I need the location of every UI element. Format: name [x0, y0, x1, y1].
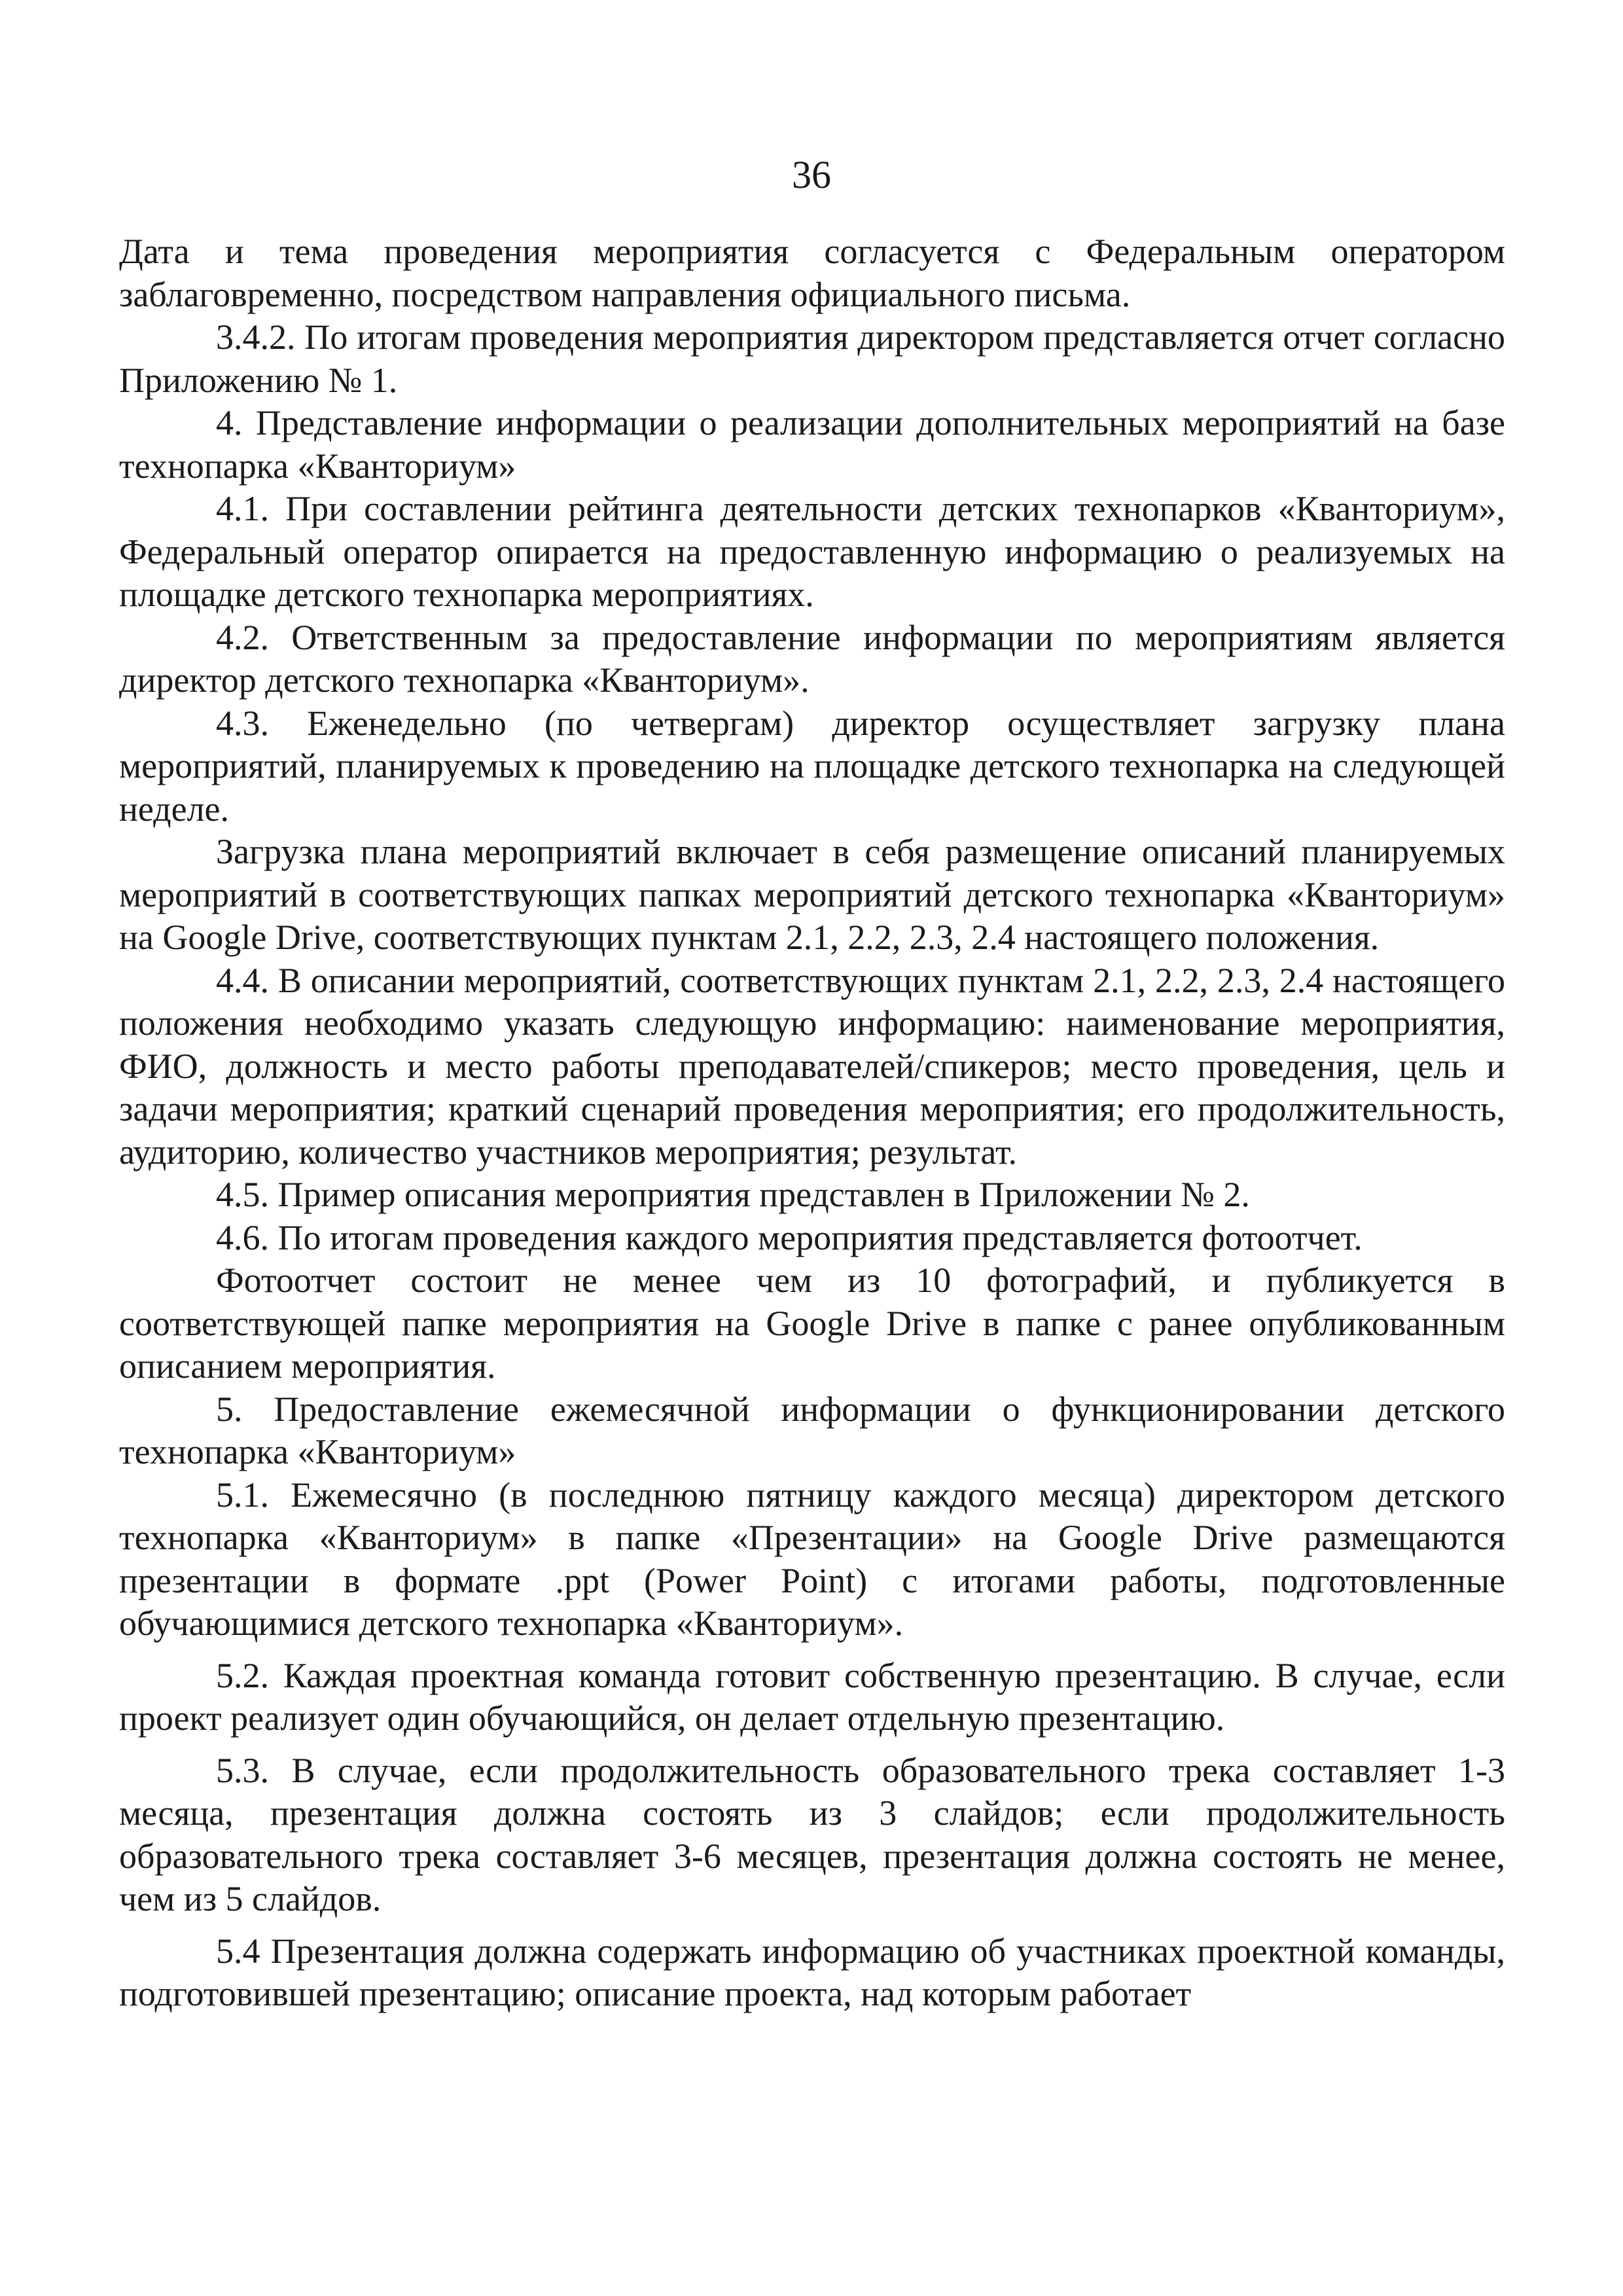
paragraph-event-date-agreement: Дата и тема проведения мероприятия согласуется с Федеральным оператором заблаговременно, посредством направления официального письма.: [119, 232, 1505, 314]
paragraph-4-1: 4.1. При составлении рейтинга деятельности детских технопарков «Кванториум», Федеральный оператор опирается на предоставленную информацию о реализуемых на площадке детского технопарка мероприятиях.: [119, 489, 1505, 614]
page-number: 36: [792, 153, 831, 196]
paragraph-4-3: 4.3. Еженедельно (по четвергам) директор осуществляет загрузку плана мероприятий, планируемых к проведению на площадке детского технопарка на следующей неделе.: [119, 703, 1505, 829]
paragraph-5-4: 5.4 Презентация должна содержать информацию об участниках проектной команды, подготовившей презентацию; описание проекта, над которым работает: [119, 1931, 1505, 2013]
paragraph-5-2: 5.2. Каждая проектная команда готовит собственную презентацию. В случае, если проект реализует один обучающийся, он делает отдельную презентацию.: [119, 1655, 1505, 1738]
paragraph-4-4: 4.4. В описании мероприятий, соответствующих пунктам 2.1, 2.2, 2.3, 2.4 настоящего положения необходимо указать следующую информацию: наименование мероприятия, ФИО, должность и место работы преподавателей/спикеров; место проведения, цель и задачи мероприятия; краткий сценарий проведения мероприятия; его продолжительность, аудиторию, количество участников мероприятия; результат.: [119, 960, 1505, 1172]
paragraph-4-5: 4.5. Пример описания мероприятия представлен в Приложении № 2.: [216, 1175, 1250, 1214]
paragraph-5-3: 5.3. В случае, если продолжительность образовательного трека составляет 1-3 месяца, презентация должна состоять из 3 слайдов; если продолжительность образовательного трека составляет 3-6 месяцев, презентация должна состоять не менее, чем из 5 слайдов.: [119, 1750, 1505, 1918]
document-body: [119, 230, 1505, 2016]
section-heading-4: 4. Представление информации о реализации дополнительных мероприятий на базе технопарка «Кванториум»: [119, 403, 1505, 486]
paragraph-plan-upload: Загрузка плана мероприятий включает в себя размещение описаний планируемых мероприятий в соответствующих папках мероприятий детского технопарка «Кванториум» на Google Drive, соответствующих пунктам 2.1, 2.2, 2.3, 2.4 настоящего положения.: [119, 832, 1505, 957]
paragraph-4-6: 4.6. По итогам проведения каждого мероприятия представляется фотоотчет.: [216, 1217, 1363, 1257]
paragraph-4-2: 4.2. Ответственным за предоставление информации по мероприятиям является директор детского технопарка «Кванториум».: [119, 617, 1505, 700]
section-heading-5: 5. Предоставление ежемесячной информации о функционировании детского технопарка «Кванториум»: [119, 1389, 1505, 1471]
paragraph-photo-report: Фотоотчет состоит не менее чем из 10 фотографий, и публикуется в соответствующей папке мероприятия на Google Drive в папке с ранее опубликованным описанием мероприятия.: [119, 1261, 1505, 1386]
paragraph-3-4-2: 3.4.2. По итогам проведения мероприятия директором представляется отчет согласно Приложению № 1.: [119, 317, 1505, 400]
paragraph-5-1: 5.1. Ежемесячно (в последнюю пятницу каждого месяца) директором детского технопарка «Кванториум» в папке «Презентации» на Google Drive размещаются презентации в формате .ppt (Power Point) с итогами работы, подготовленные обучающимися детского технопарка «Кванториум».: [119, 1475, 1505, 1643]
